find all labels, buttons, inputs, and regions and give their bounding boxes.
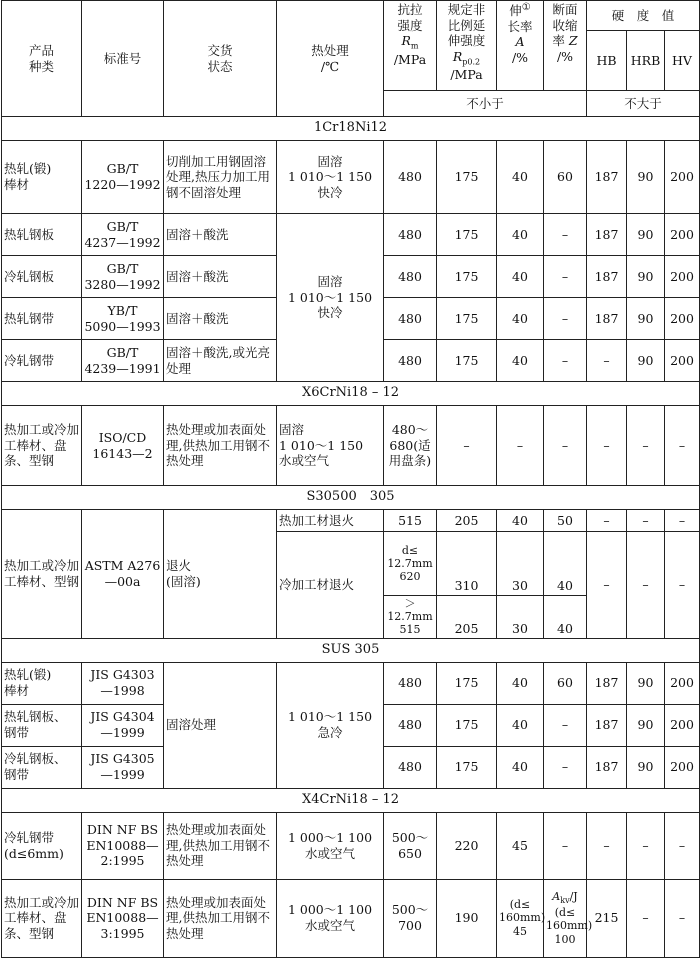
heat-cell: 热加工材退火 [277,510,384,532]
a-cell: 40 [497,256,544,298]
standard-cell: GB/T 3280—1992 [82,256,164,298]
hb-cell: 187 [587,256,627,298]
hrb-cell: – [627,532,665,639]
a-cell: 30 [497,596,544,639]
heat-cell: 固溶 1 010～1 150 快冷 [277,141,384,214]
rm-cell: 480 [384,141,437,214]
hrb-cell: 90 [627,340,665,382]
hrb-cell: 90 [627,256,665,298]
standard-cell: GB/T 4239—1991 [82,340,164,382]
header-hardness: 硬 度 值 [587,1,700,31]
rp-cell: 175 [437,214,497,256]
a-cell: – [497,406,544,486]
rp-cell: 175 [437,340,497,382]
z-cell: – [544,406,587,486]
standard-cell: GB/T 1220—1992 [82,141,164,214]
rp-cell: – [437,406,497,486]
hrb-cell: 90 [627,746,665,788]
header-heat-treatment: 热处理 /℃ [277,1,384,117]
a-cell: 30 [497,532,544,596]
heat-cell: 固溶 1 010～1 150 快冷 [277,214,384,382]
hv-cell: – [665,879,700,957]
hrb-cell: 90 [627,298,665,340]
group-title-3: S30500 305 [2,486,700,510]
header-hb: HB [587,31,627,91]
rm-cell: 480 [384,340,437,382]
z-cell: – [544,812,587,879]
hb-cell: 187 [587,662,627,704]
hv-cell: 200 [665,704,700,746]
product-cell: 热轧钢板、 钢带 [2,704,82,746]
hb-cell: – [587,510,627,532]
a-cell: 40 [497,340,544,382]
hb-cell: – [587,340,627,382]
delivery-cell: 固溶＋酸洗 [164,256,277,298]
rm-cell: 480～ 680(适 用盘条) [384,406,437,486]
product-cell: 热加工或冷加工棒材、型钢 [2,510,82,639]
hv-cell: 200 [665,141,700,214]
product-cell: 热加工或冷加工棒材、盘条、型钢 [2,406,82,486]
rm-cell: 480 [384,746,437,788]
hb-cell: – [587,812,627,879]
header-yield: 规定非 比例延 伸强度 $R_{p0.2}$ /MPa [437,1,497,91]
header-standard: 标准号 [82,1,164,117]
hv-cell: 200 [665,214,700,256]
header-reduction: 断面 收缩 率 Z /% [544,1,587,91]
a-cell: 40 [497,662,544,704]
z-cell: – [544,214,587,256]
hb-cell: 187 [587,298,627,340]
rp-cell: 190 [437,879,497,957]
heat-cell: 冷加工材退火 [277,532,384,639]
rm-cell: 480 [384,704,437,746]
hb-cell: – [587,532,627,639]
standard-cell: JIS G4305 —1999 [82,746,164,788]
rm-cell: 480 [384,298,437,340]
rp-cell: 175 [437,746,497,788]
rp-cell: 310 [437,532,497,596]
rp-cell: 175 [437,256,497,298]
z-cell: – [544,256,587,298]
standard-cell: ISO/CD 16143—2 [82,406,164,486]
rp-cell: 205 [437,596,497,639]
group-title-5: X4CrNi18 – 12 [2,788,700,812]
standard-cell: DIN NF BS EN10088— 2:1995 [82,812,164,879]
header-max: 不大于 [587,91,700,117]
header-delivery: 交货 状态 [164,1,277,117]
heat-cell: 固溶 1 010～1 150 水或空气 [277,406,384,486]
product-cell: 冷轧钢带 (d≤6mm) [2,812,82,879]
product-cell: 热轧(锻) 棒材 [2,662,82,704]
z-cell: 60 [544,141,587,214]
delivery-cell: 热处理或加表面处理,供热加工用钢不热处理 [164,879,277,957]
rp-cell: 175 [437,662,497,704]
group-title-2: X6CrNi18 – 12 [2,382,700,406]
product-cell: 冷轧钢板、 钢带 [2,746,82,788]
rm-cell: ＞12.7mm 515 [384,596,437,639]
standard-cell: JIS G4303 —1998 [82,662,164,704]
a-cell: 40 [497,704,544,746]
hrb-cell: 90 [627,662,665,704]
a-cell: 40 [497,298,544,340]
delivery-cell: 固溶＋酸洗 [164,214,277,256]
rm-cell: 480 [384,256,437,298]
standard-cell: DIN NF BS EN10088— 3:1995 [82,879,164,957]
a-cell: 40 [497,746,544,788]
hrb-cell: – [627,879,665,957]
hv-cell: – [665,406,700,486]
a-cell: 45 [497,812,544,879]
rp-cell: 220 [437,812,497,879]
standard-cell: ASTM A276 —00a [82,510,164,639]
z-cell: 40 [544,532,587,596]
hrb-cell: – [627,812,665,879]
heat-cell: 1 010～1 150 急冷 [277,662,384,788]
delivery-cell: 切削加工用钢固溶处理,热压力加工用钢不固溶处理 [164,141,277,214]
rm-cell: 480 [384,214,437,256]
hb-cell: 187 [587,141,627,214]
header-hrb: HRB [627,31,665,91]
hb-cell: 215 [587,879,627,957]
hrb-cell: – [627,510,665,532]
hv-cell: – [665,510,700,532]
z-cell: – [544,704,587,746]
hv-cell: 200 [665,340,700,382]
rp-cell: 175 [437,704,497,746]
delivery-cell: 固溶处理 [164,662,277,788]
hrb-cell: 90 [627,704,665,746]
product-cell: 热轧(锻) 棒材 [2,141,82,214]
rm-cell: 480 [384,662,437,704]
hv-cell: 200 [665,662,700,704]
hv-cell: 200 [665,298,700,340]
z-cell: 50 [544,510,587,532]
delivery-cell: 热处理或加表面处理,供热加工用钢不热处理 [164,406,277,486]
hb-cell: 187 [587,214,627,256]
rm-cell: 500～ 650 [384,812,437,879]
product-cell: 热轧钢板 [2,214,82,256]
standard-cell: GB/T 4237—1992 [82,214,164,256]
heat-cell: 1 000～1 100 水或空气 [277,879,384,957]
hv-cell: 200 [665,256,700,298]
hrb-cell: – [627,406,665,486]
standard-cell: JIS G4304 —1999 [82,704,164,746]
rm-cell: 500～ 700 [384,879,437,957]
rp-cell: 175 [437,298,497,340]
z-cell: 40 [544,596,587,639]
delivery-cell: 热处理或加表面处理,供热加工用钢不热处理 [164,812,277,879]
z-cell: – [544,340,587,382]
steel-properties-table [1,0,700,958]
heat-cell: 1 000～1 100 水或空气 [277,812,384,879]
z-cell: 60 [544,662,587,704]
a-cell: (d≤ 160mm) 45 [497,879,544,957]
product-cell: 冷轧钢带 [2,340,82,382]
delivery-cell: 固溶＋酸洗,或光亮处理 [164,340,277,382]
hv-cell: – [665,532,700,639]
header-hv: HV [665,31,700,91]
a-cell: 40 [497,141,544,214]
hb-cell: 187 [587,704,627,746]
header-tensile: 抗拉 强度 $R_m$ /MPa [384,1,437,91]
product-cell: 热轧钢带 [2,298,82,340]
standard-cell: YB/T 5090—1993 [82,298,164,340]
hv-cell: – [665,812,700,879]
rp-cell: 205 [437,510,497,532]
delivery-cell: 退火 (固溶) [164,510,277,639]
rp-cell: 175 [437,141,497,214]
hrb-cell: 90 [627,214,665,256]
product-cell: 冷轧钢板 [2,256,82,298]
header-product: 产品 种类 [2,1,82,117]
z-cell: – [544,298,587,340]
group-title-1: 1Cr18Ni12 [2,117,700,141]
header-elongation: 伸① 长率 A /% [497,1,544,91]
rm-cell: 515 [384,510,437,532]
rm-cell: d≤ 12.7mm 620 [384,532,437,596]
delivery-cell: 固溶＋酸洗 [164,298,277,340]
hb-cell: 187 [587,746,627,788]
hv-cell: 200 [665,746,700,788]
a-cell: 40 [497,214,544,256]
a-cell: 40 [497,510,544,532]
hrb-cell: 90 [627,141,665,214]
hb-cell: – [587,406,627,486]
group-title-4: SUS 305 [2,638,700,662]
header-min: 不小于 [384,91,587,117]
z-cell: $A_{kv}/J$ (d≤ 160mm) 100 [544,879,587,957]
z-cell: – [544,746,587,788]
product-cell: 热加工或冷加工棒材、盘条、型钢 [2,879,82,957]
